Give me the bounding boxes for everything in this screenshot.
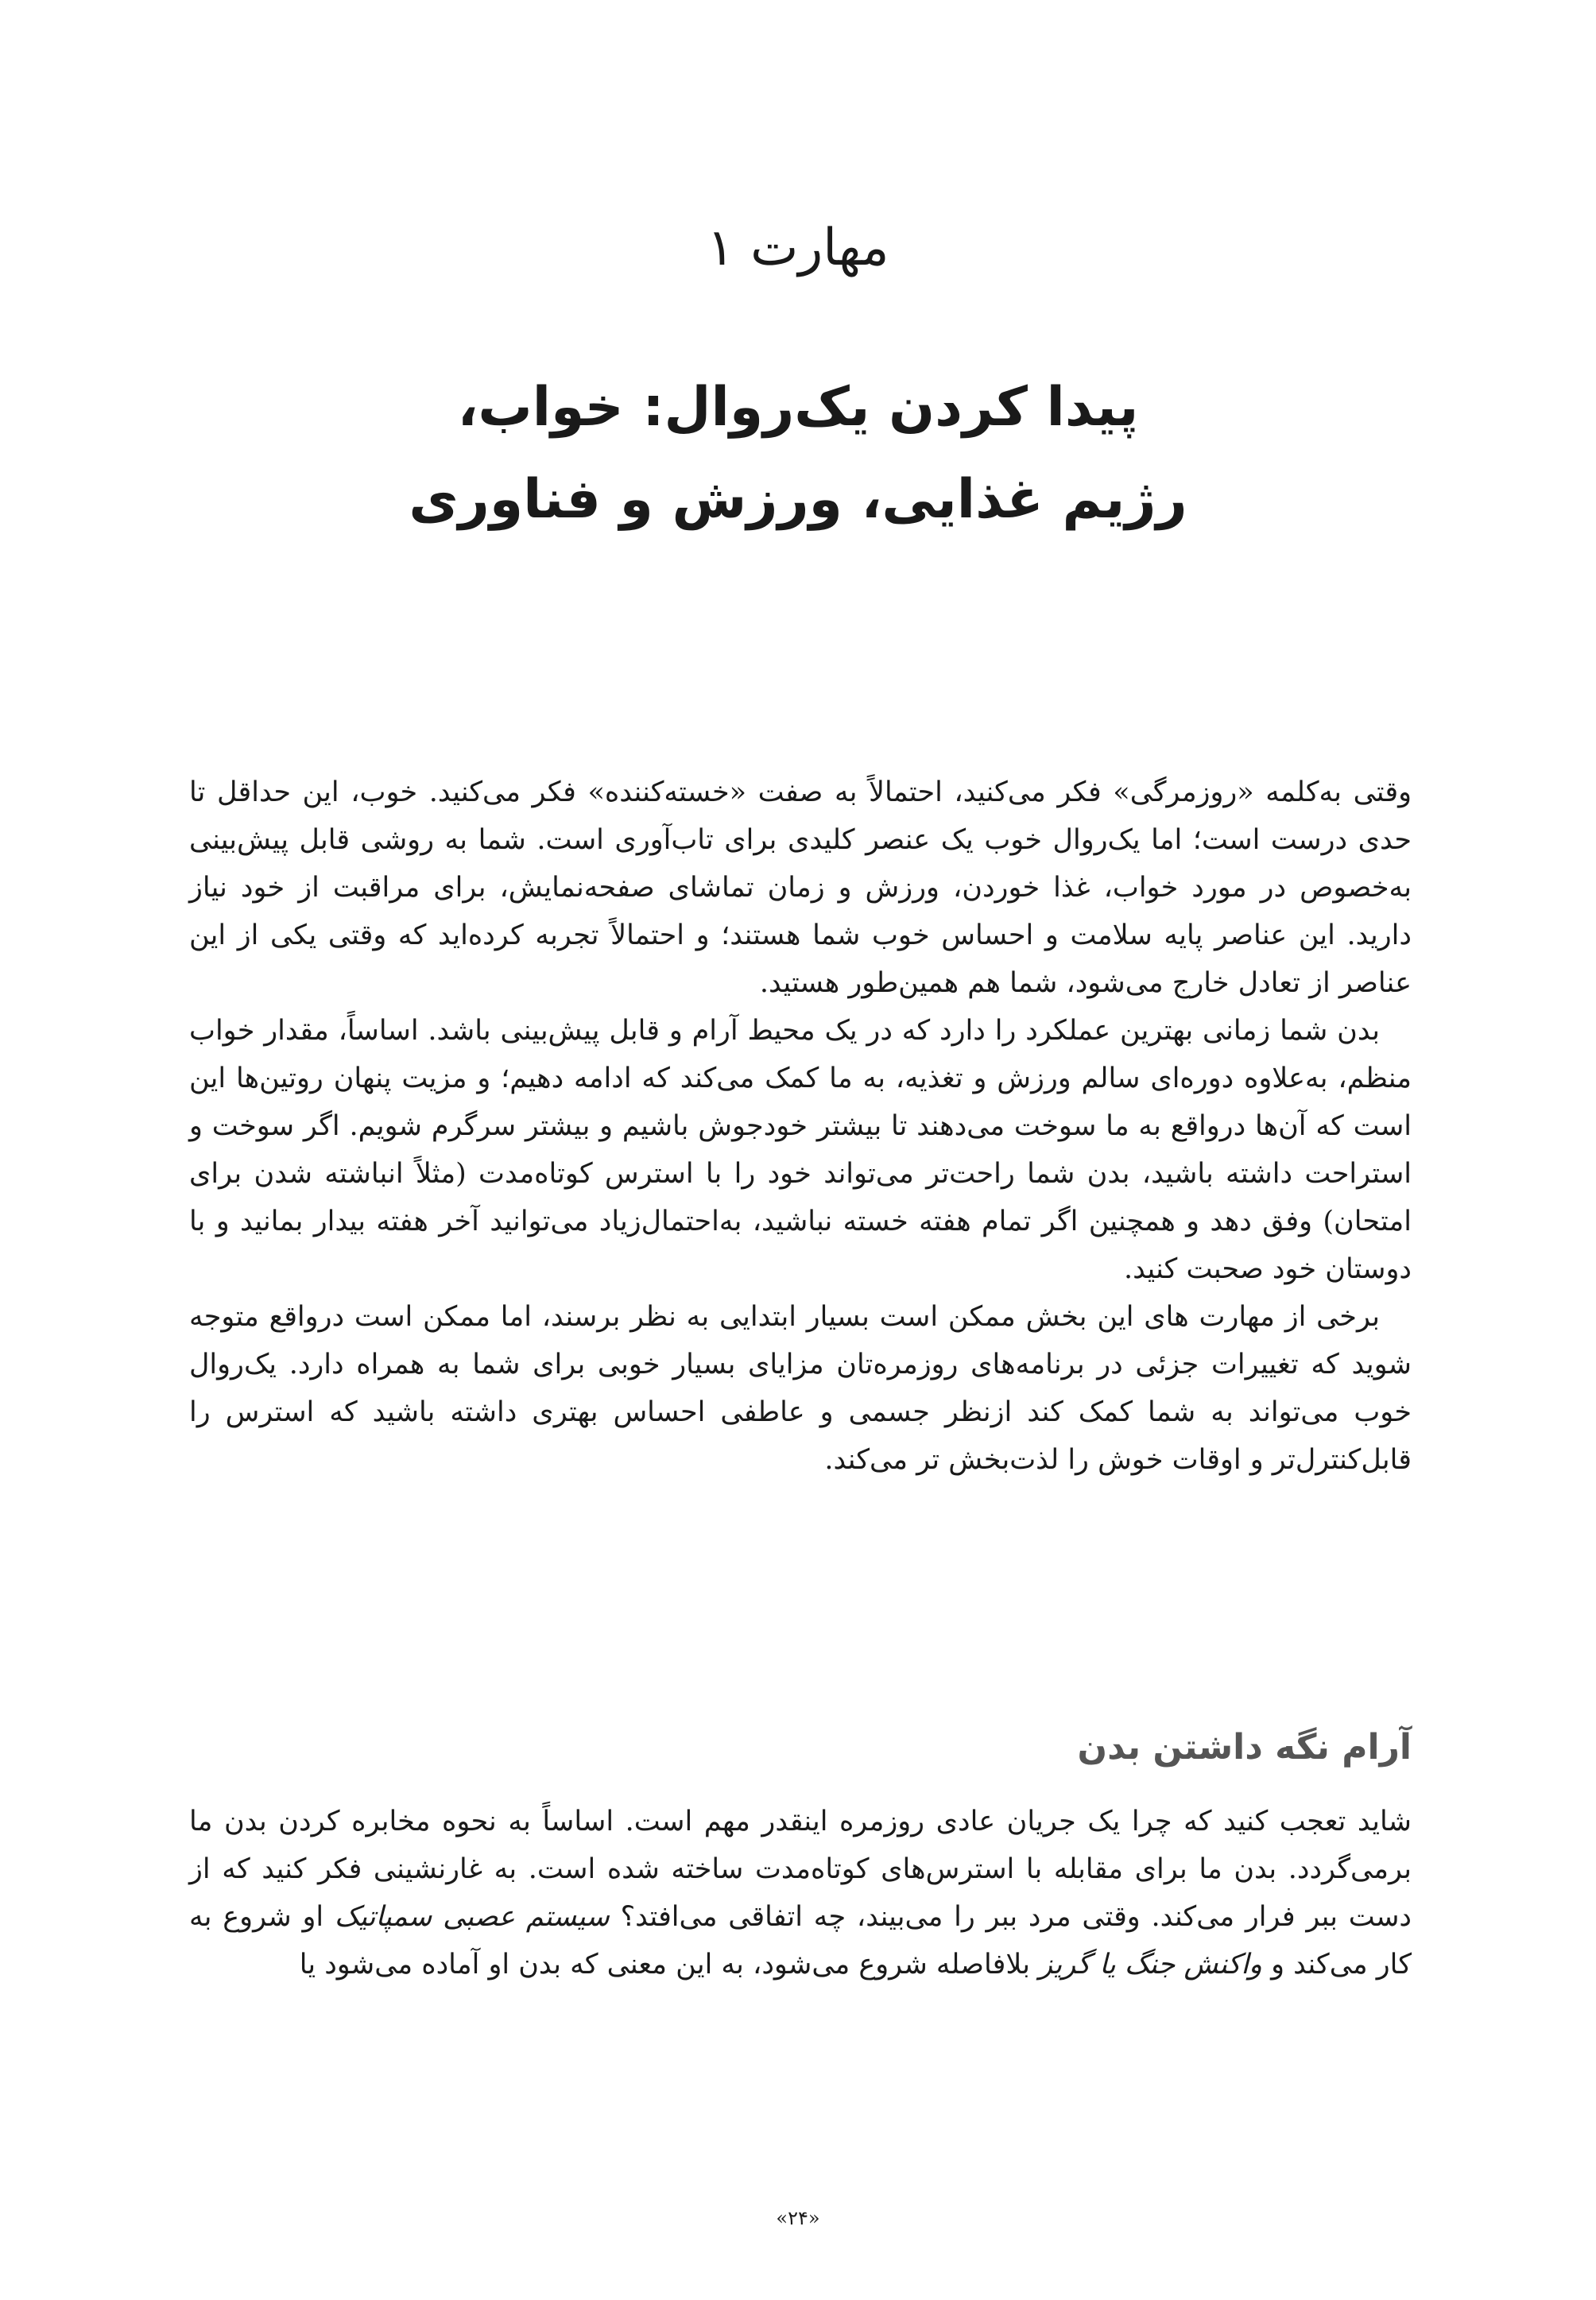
chapter-label: مهارت ۱ <box>707 219 889 277</box>
page-number: «۲۴» <box>776 2207 820 2229</box>
chapter-title <box>0 362 1596 546</box>
section-text-part-2: او شروع به کار می‌کند و <box>189 1901 1412 1981</box>
section-paragraph <box>189 1798 1412 1988</box>
intro-paragraph-2: بدن شما زمانی بهترین عملکرد را دارد که در یک محیط آرام و قابل پیش‌بینی باشد. اساساً، مقدار خواب منظم، به‌علاوه دوره‌ای سالم ورزش و تغذیه، به ما کمک می‌کند که ادامه دهیم؛ و مزیت پنهان روتین‌ها این است که آن‌ها درواقع به ما سوخت می‌دهند تا بیشتر خودجوش باشیم و بیشتر سرگرم شویم. اگر سوخت و استراحت داشته باشید، بدن شما راحت‌تر می‌تواند خود را با استرس کوتاه‌مدت (مثلاً انباشته شدن برای امتحان) وفق دهد و همچنین اگر تمام هفته خسته نباشید، به‌احتمال‌زیاد می‌توانید آخر هفته بیدار بمانید و با دوستان خود صحبت کنید. <box>189 1015 1412 1285</box>
intro-text <box>189 769 1412 1484</box>
section-text <box>189 1798 1412 1988</box>
intro-paragraph-3: برخی از مهارت های این بخش ممکن است بسیار ابتدایی به نظر برسند، اما ممکن است درواقع متوجه شوید که تغییرات جزئی در برنامه‌های روزمره‌تان مزایای بسیار خوبی برای شما به همراه دارد. یک‌روال خوب می‌تواند به شما کمک کند ازنظر جسمی و عاطفی احساس بهتری داشته باشید که استرس را قابل‌کنترل‌تر و اوقات خوش را لذت‌بخش تر می‌کند. <box>189 1301 1412 1476</box>
chapter-title-line-1: پیدا کردن یک‌روال: خواب، <box>457 376 1139 439</box>
intro-paragraph-1: وقتی به‌کلمه «روزمرگی» فکر می‌کنید، احتمالاً به صفت «خسته‌کننده» فکر می‌کنید. خوب، این حداقل تا حدی درست است؛ اما یک‌روال خوب یک عنصر کلیدی برای تاب‌آوری است. شما به روشی قابل پیش‌بینی به‌خصوص در مورد خواب، غذا خوردن، ورزش و زمان تماشای صفحه‌نمایش، برای مراقبت از خود نیاز دارید. این عناصر پایه سلامت و احساس خوب شما هستند؛ و احتمالاً تجربه کرده‌اید که وقتی یکی از این عناصر از تعادل خارج می‌شود، شما هم همین‌طور هستید. <box>189 776 1412 999</box>
section-heading: آرام نگه داشتن بدن <box>1077 1727 1412 1768</box>
section-text-part-1: شاید تعجب کنید که چرا یک جریان عادی روزمره اینقدر مهم است. اساساً به نحوه مخابره کردن بدن ما برمی‌گردد. بدن ما برای مقابله با استرس‌های کوتاه‌مدت ساخته شده است. به غارنشینی فکر کنید که از دست ببر فرار می‌کند. وقتی مرد ببر را می‌بیند، چه اتفاقی می‌افتد؟ <box>189 1806 1412 1933</box>
sympathetic-nervous-system-term: سیستم عصبی سمپاتیک <box>334 1901 610 1933</box>
chapter-title-line-2: رژیم غذایی، ورزش و فناوری <box>409 468 1187 531</box>
section-text-part-3: بلافاصله شروع می‌شود، به این معنی که بدن او آماده می‌شود یا <box>299 1949 1040 1981</box>
fight-or-flight-term: واکنش جنگ یا گریز <box>1039 1949 1262 1981</box>
